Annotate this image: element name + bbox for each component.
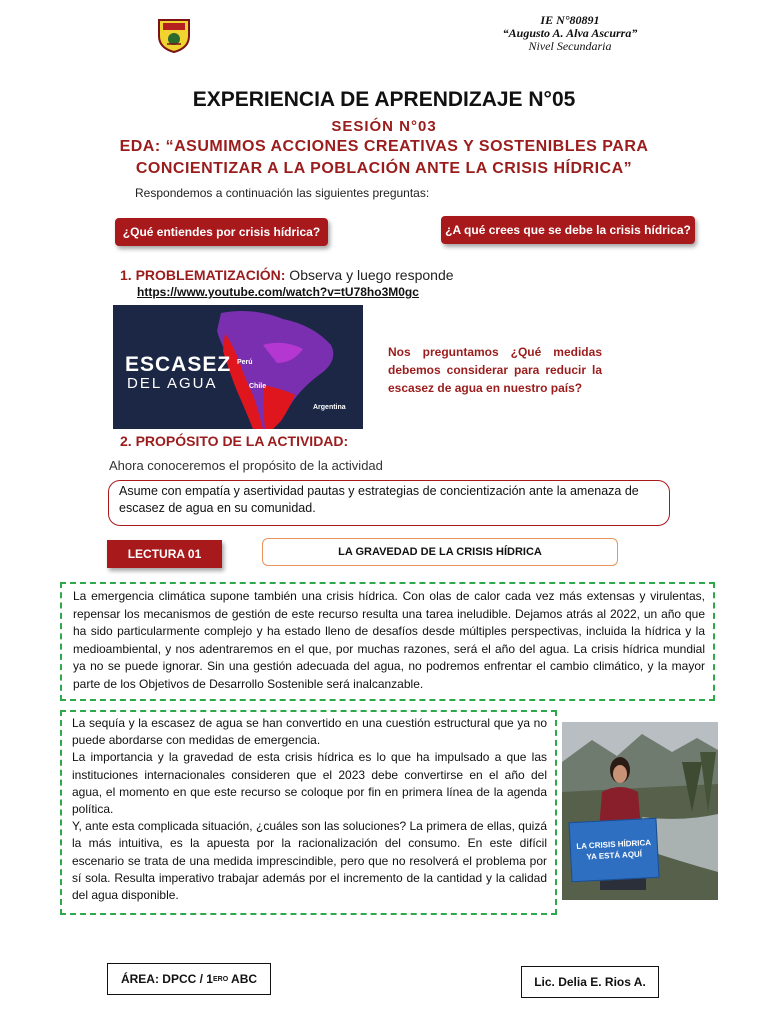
protest-sign <box>568 818 659 883</box>
map-title-line-1: ESCASEZ <box>125 353 232 376</box>
eda-line-1: EDA: “ASUMIMOS ACCIONES CREATIVAS Y SOSTENIBLES PARA <box>119 138 649 155</box>
sign-line-2: YA ESTÁ AQUÍ <box>586 849 643 862</box>
problem-question: Nos preguntamos ¿Qué medidas debemos considerar para reducir la escasez de agua en nuestro país? <box>388 345 602 395</box>
question-box-1: ¿Qué entiendes por crisis hídrica? <box>115 218 328 246</box>
section-2-label: PROPÓSITO DE LA ACTIVIDAD: <box>135 433 349 449</box>
reading-title: LA GRAVEDAD DE LA CRISIS HÍDRICA <box>262 538 618 566</box>
school-name: “Augusto A. Alva Ascurra” <box>502 26 638 40</box>
area-superscript: ERO <box>212 975 229 983</box>
session-label: SESIÓN N°03 <box>331 118 437 135</box>
reading-label: LECTURA 01 <box>107 540 222 568</box>
page-title: EXPERIENCIA DE APRENDIZAJE N°05 <box>192 88 576 111</box>
purpose-box: Asume con empatía y asertividad pautas y estrategias de concientización ante la amenaza de escasez de agua en su comunidad. <box>108 480 670 526</box>
map-label-chile: Chile <box>249 383 267 390</box>
map-image <box>113 305 363 429</box>
school-header <box>480 14 660 53</box>
sign-line-1: LA CRISIS HÍDRICA <box>576 838 652 851</box>
school-level: Nivel Secundaria <box>528 39 612 53</box>
video-link[interactable]: https://www.youtube.com/watch?v=tU78ho3M0gc <box>137 285 419 299</box>
eda-title <box>60 136 708 180</box>
purpose-subtitle: Ahora conoceremos el propósito de la actividad <box>109 458 383 473</box>
reading-paragraph-1: La emergencia climática supone también una crisis hídrica. Con olas de calor cada vez más extensas y virulentas, repensar los mecanismos de gestión de este recurso resulta una tarea ineludible. Dejamos atrás al 2022, un año que ha sido particularmente complejo y ha estado lleno de desafíos desde múltiples perspectivas, incluida la hídrica y la medioambiental, y nos adentraremos en el que, por muchas razones, será el año del agua. La crisis hídrica mundial ya no se puede ignorar. Sin una gestión adecuada del agua, no podremos enfrentar el cambio climático, y la mayor parte de los Objetivos de Desarrollo Sostenible será inalcanzable. <box>60 582 715 701</box>
map-label-argentina: Argentina <box>313 404 346 411</box>
area-prefix: ÁREA: DPCC / 1 <box>120 972 213 986</box>
reading-paragraph-2 <box>60 710 557 915</box>
area-box <box>107 963 271 995</box>
eda-line-2: CONCIENTIZAR A LA POBLACIÓN ANTE LA CRISIS HÍDRICA” <box>135 160 633 177</box>
section-2-number: 2. <box>120 433 132 449</box>
reading-paragraph-2a: La sequía y la escasez de agua se han convertido en una cuestión estructural que ya no puede abordarse con medidas de emergencia. <box>72 716 547 748</box>
teacher-box: Lic. Delia E. Rios A. <box>521 966 659 998</box>
reading-paragraph-2c: Y, ante esta complicada situación, ¿cuáles son las soluciones? La primera de ellas, quizá la más intuitiva, es la apuesta por la racionalización del consumo. En este difícil escenario se trata de una medida imprescindible, pero que no resolverá el problema por sí sola. Resulta imperativo trabajar además por el incremento de la cantidad y la calidad del agua disponible. <box>72 819 547 903</box>
protest-photo <box>562 722 718 900</box>
map-label-peru: Perú <box>237 359 253 366</box>
section-problematizacion <box>120 267 454 283</box>
map-title-line-2: DEL AGUA <box>127 375 218 392</box>
school-crest <box>155 16 193 54</box>
area-suffix: ABC <box>228 972 258 986</box>
question-box-2: ¿A qué crees que se debe la crisis hídrica? <box>441 216 695 244</box>
school-id: IE N°80891 <box>540 13 600 27</box>
intro-text: Respondemos a continuación las siguientes preguntas: <box>135 186 430 200</box>
reading-paragraph-2b: La importancia y la gravedad de esta crisis hídrica es lo que ha impulsado a que las instituciones internacionales consideren que el 2023 debe convertirse en el año del agua, el momento en que este recurso se coloque por fin en primera línea de la agenda política. <box>72 750 547 817</box>
section-1-label: PROBLEMATIZACIÓN: <box>135 267 286 283</box>
section-proposito <box>120 433 348 449</box>
section-1-number: 1. <box>120 267 132 283</box>
section-1-instruction: Observa y luego responde <box>285 267 454 283</box>
